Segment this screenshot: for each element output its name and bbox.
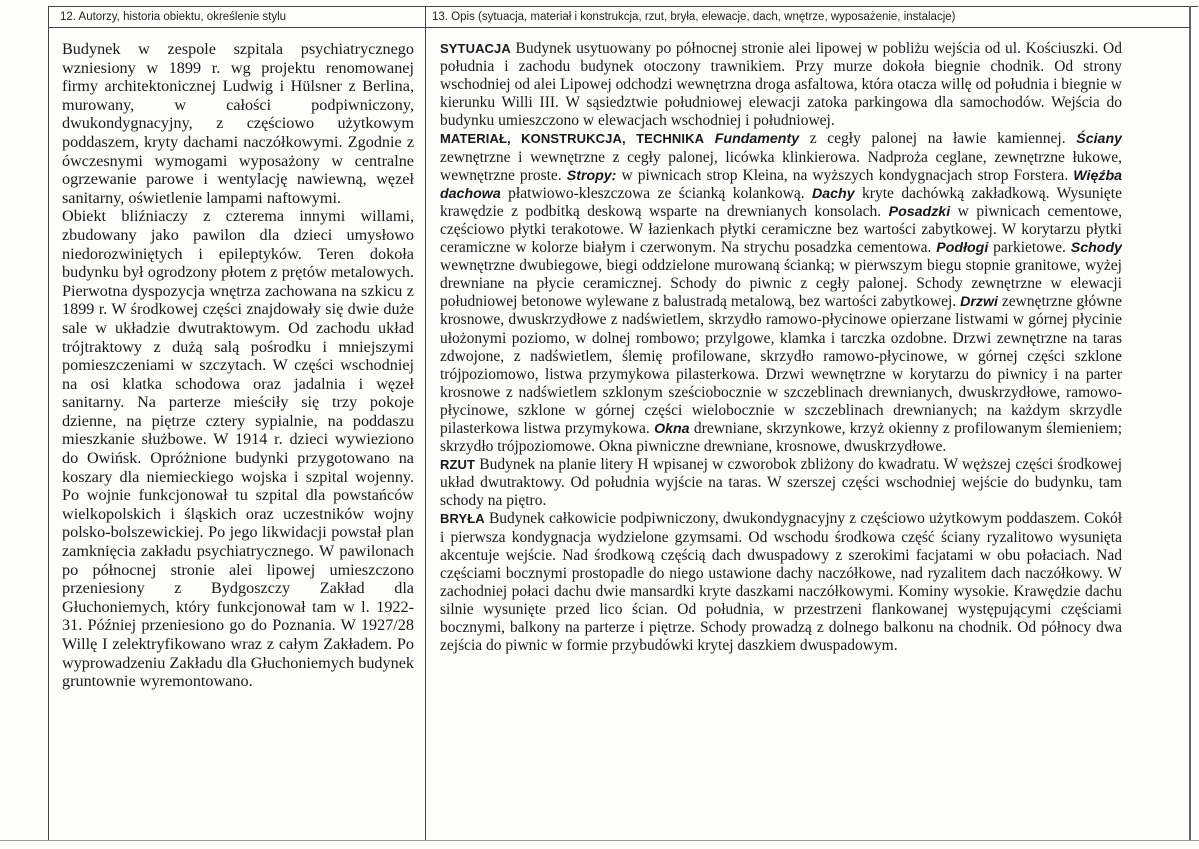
drzwi-text: zewnętrzne główne krosnowe, dwuskrzydłowe z nadświetlem, skrzydło ramowo-płycinowe opierzane listwami w górnej płycinie ułożonymi poziomo, w dolnej rombowo; przylgowe, klamka i tarczka ozdobne. Drzwi zewnętrzne na taras zdwojone, z nadświetlem, ślemię profilowane, skrzydło ramowo-płycinowe, w górnej części szklone trójpoziomowo, listwa przymykowa pilasterkowa. Drzwi wewnętrzne w korytarzu do piwnicy i na parter krosnowe z nadświetlem szklonym sześciobocznie w szczeblinach drewnianych, dwuskrzydłowe, ramowo-płycinowe, szklone w górnej części wielobocznie w szczeblinach drewnianych; na każdym skrzydle pilasterkowa listwa przymykowa. [440, 293, 1122, 437]
podlogi-label: Podłogi [936, 240, 989, 257]
description-column [440, 40, 1122, 655]
posadzki-text: w piwnicach cementowe, częściowo płytki terakotowe. W łazienkach płytki ceramiczne bez wartości zabytkowej. W korytarzu płytki ceramiczne w kolorze białym i czerwonym. Na strychu posadzka cementowa. [440, 202, 1122, 257]
history-paragraph-2: Obiekt bliźniaczy z czterema innymi willami, zbudowany jako pawilon dla dzieci umysłowo niedorozwiniętych i epileptyków. Teren dokoła budynku był ogrodzony płotem z prętów metalowych. Pierwotna dyspozycja wnętrza zachowana na szkicu z 1899 r. W środkowej części znajdowały się dwie duże sale w układzie dwutraktowym. Od zachodu układ trójtraktowy z dużą salą pośrodku i mniejszymi pomieszczeniami w szczytach. W części wschodniej na osi klatka schodowa oraz jadalnia i węzeł sanitarny. Na parterze mieściły się trzy pokoje dzienne, na piętrze cztery sypialnie, na poddaszu mieszkanie służbowe. W 1914 r. dzieci wywieziono do Owińsk. Opróżnione budynki przygotowano na koszary dla niemieckiego wojska i szpital wojenny. Po wojnie funkcjonował tu szpital dla powstańców wielkopolskich i śląskich oraz uczestników wojny polsko-bolszewickiej. Po jego likwidacji powstał plan zamknięcia zakładu psychiatrycznego. W pawilonach po północnej stronie alei lipowej umieszczono przeniesiony z Bydgoszczy Zakład dla Głuchoniemych, który funkcjonował tam w l. 1922-31. Później przeniesiono go do Poznania. W 1927/28 Willę I zelektryfikowano wraz z całym Zakładem. Po wyprowadzeniu Zakładu dla Głuchoniemych budynek gruntownie wyremontowano. [62, 207, 414, 691]
section-13-header: 13. Opis (sytuacja, materiał i konstrukcja, rzut, bryła, elewacje, dach, wnętrze, wyposażenie, instalacje) [426, 6, 1189, 28]
section-12-header: 12. Autorzy, historia obiektu, określenie stylu [49, 6, 425, 28]
dachy-label: Dachy [812, 185, 855, 202]
material-paragraph [440, 130, 1122, 456]
fundamenty-text: z cegły palonej na ławie kamiennej. [799, 130, 1066, 148]
podlogi-text: parkietowe. [988, 239, 1066, 257]
stropy-label: Stropy: [566, 167, 617, 184]
stropy-text: w piwnicach strop Kleina, na wyższych kondygnacjach strop Forstera. [616, 166, 1069, 184]
sheet-right-edge [1189, 6, 1191, 840]
bryla-text: Budynek całkowicie podpiwniczony, dwukondygnacyjny z częściowo użytkowym poddaszem. Cokół i pierwsza kondygnacja wydzielone gzymsami. Od wschodu środkowa część ściany ryzalitowo wysunięta akcentuje wejście. Nad środkową częścią dach dwuspadowy z szerokimi facjatami w obu połaciach. Nad częściami bocznymi prostopadle do niego ustawione dachy naczółkowe, nad ryzalitem dach naczółkowy. W zachodniej połaci dachu dwie mansardki kryte daszkami naczółkowymi. Kominy wysokie. Krawędzie dachu silnie wysunięte przed lico ścian. Od południa, w przestrzeni flankowanej występującymi częściami bocznymi, balkony na parterze i piętrze. Schody prowadzą z dolnego balkonu na chodnik. Od północy dwa zejścia do piwnic w formie przybudówki krytej daszkiem dwuspadowym. [440, 510, 1122, 655]
schody-text: wewnętrzne dwubiegowe, biegi oddzielone murowaną ścianką; w pierwszym biegu stopnie granitowe, wyżej drewniane na płycie ceramicznej. Schody do piwnic z cegły palonej. Schody zewnętrzne w elewacji południowej betonowe wylewane z balustradą metalową, bez wartości zabytkowej. [440, 257, 1122, 311]
sciany-label: Ściany [1076, 131, 1122, 148]
history-column [62, 40, 414, 691]
posadzki-label: Posadzki [888, 203, 951, 220]
sytuacja-label: SYTUACJA [440, 41, 511, 56]
rzut-paragraph [440, 456, 1122, 510]
material-label: MATERIAŁ, KONSTRUKCJA, TECHNIKA [440, 131, 705, 147]
rzut-label: RZUT [440, 457, 476, 473]
column-divider [425, 6, 426, 840]
okna-text: drewniane, skrzynkowe, krzyż okienny z profilowanym ślemieniem; skrzydło trójpoziomowe. Okna piwniczne drewniane, krosnowe, dwuskrzydłowe. [440, 419, 1122, 456]
history-paragraph-1: Budynek w zespole szpitala psychiatrycznego wzniesiony w 1899 r. wg projektu renomowanej firmy architektonicznej Ludwig i Hülsner z Berlina, murowany, w całości podpiwniczony, dwukondygnacyjny, z częściowo użytkowym poddaszem, kryty dachami naczółkowymi. Zgodnie z ówczesnymi wymogami wyposażony w centralne ogrzewanie parowe i wentylację nawiewną, węzeł sanitarny, oświetlenie lampami naftowymi. [62, 40, 414, 207]
okna-label: Okna [654, 420, 690, 437]
drzwi-label: Drzwi [960, 294, 998, 311]
sciany-text: zewnętrzne i wewnętrzne z cegły palonej, licówka klinkierowa. Nadproża ceglane, zewnętrzne łukowe, wewnętrzne proste. [440, 148, 1122, 184]
sytuacja-paragraph [440, 40, 1122, 130]
dachy-text: kryte dachówką zakładkową. Wysunięte krawędzie z podbitką deskową wsparte na drewnianych konsolach. [440, 184, 1122, 220]
wiezba-label: Więźba dachowa [440, 167, 1122, 202]
fundamenty-label: Fundamenty [714, 131, 800, 148]
sytuacja-text: Budynek usytuowany po północnej stronie alei lipowej w pobliżu wejścia od ul. Kościuszki. Od południa i zachodu budynek otoczony trawnikiem. Przy murze dokoła biegnie chodnik. Od strony wschodniej od alei Lipowej odchodzi wewnętrzna droga asfaltowa, która otacza willę od południa i biegnie w kierunku Willi III. W sąsiedztwie południowej elewacji zatoka parkingowa dla samochodów. Wejścia do budynku umieszczono w elewacjach wschodniej i południowej. [440, 40, 1122, 130]
wiezba-text: płatwiowo-kleszczowa ze ścianką kolankową. [500, 184, 805, 202]
rzut-text: Budynek na planie litery H wpisanej w czworobok zbliżony do kwadratu. W węższej części środkowej układ dwutraktowy. Od południa wyjście na taras. W szerszej części wschodniej wejście do budynku, tam schody na piętro. [440, 456, 1122, 510]
bottom-edge-line [0, 840, 1199, 841]
schody-label: Schody [1070, 240, 1122, 257]
bryla-label: BRYŁA [440, 511, 485, 527]
bryla-paragraph [440, 510, 1122, 655]
